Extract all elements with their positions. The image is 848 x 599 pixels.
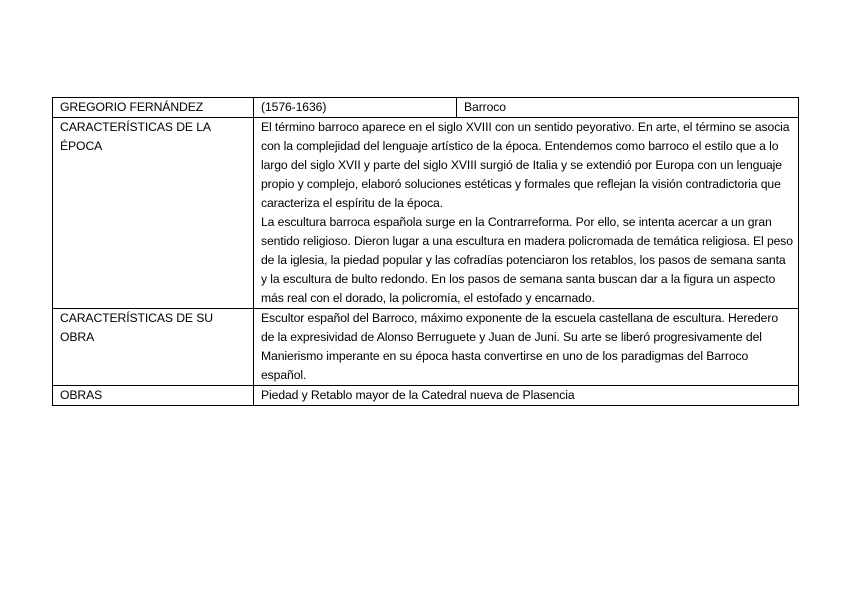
row-content-work [254,309,799,386]
table-row [53,118,799,309]
row-label-work: CARACTERÍSTICAS DE SU OBRA [53,309,254,386]
epoch-paragraph: El término barroco aparece en el siglo XVIII con un sentido peyorativo. En arte, el término se asocia con la complejidad del lenguaje artístico de la época. Entendemos como barroco el estilo que a lo largo del siglo XVII y parte del siglo XVIII surgió de Italia y se extendió por Europa con un lenguaje propio y complejo, elaboró soluciones estéticas y formales que reflejan la visión contradictoria que caracteriza el espíritu de la época. [261,120,790,210]
document-page [52,97,799,406]
header-row [53,98,799,118]
table-row [53,309,799,386]
artistic-style-cell: Barroco [457,98,799,118]
row-content-works [254,386,799,406]
works-paragraph: Piedad y Retablo mayor de la Catedral nueva de Plasencia [261,388,575,402]
work-paragraph: Escultor español del Barroco, máximo exponente de la escuela castellana de escultura. Heredero de la expresividad de Alonso Berruguete y Juan de Juni. Su arte se liberó progresivamente del Manierismo imperante en su época hasta convertirse en uno de los paradigmas del Barroco español. [261,311,778,382]
row-label-epoch: CARACTERÍSTICAS DE LA ÉPOCA [53,118,254,309]
row-label-works: OBRAS [53,386,254,406]
epoch-paragraph: La escultura barroca española surge en la Contrarreforma. Por ello, se intenta acercar a un gran sentido religioso. Dieron lugar a una escultura en madera policromada de temática religiosa. El peso de la iglesia, la piedad popular y las cofradías potenciaron los retablos, los pasos de semana santa y la escultura de bulto redondo. En los pasos de semana santa buscan dar a la figura un aspecto más real con el dorado, la policromía, el estofado y encarnado. [261,215,793,305]
artist-info-table [52,97,799,406]
table-row [53,386,799,406]
artist-dates-cell: (1576-1636) [254,98,457,118]
row-content-epoch [254,118,799,309]
artist-name-cell: GREGORIO FERNÁNDEZ [53,98,254,118]
